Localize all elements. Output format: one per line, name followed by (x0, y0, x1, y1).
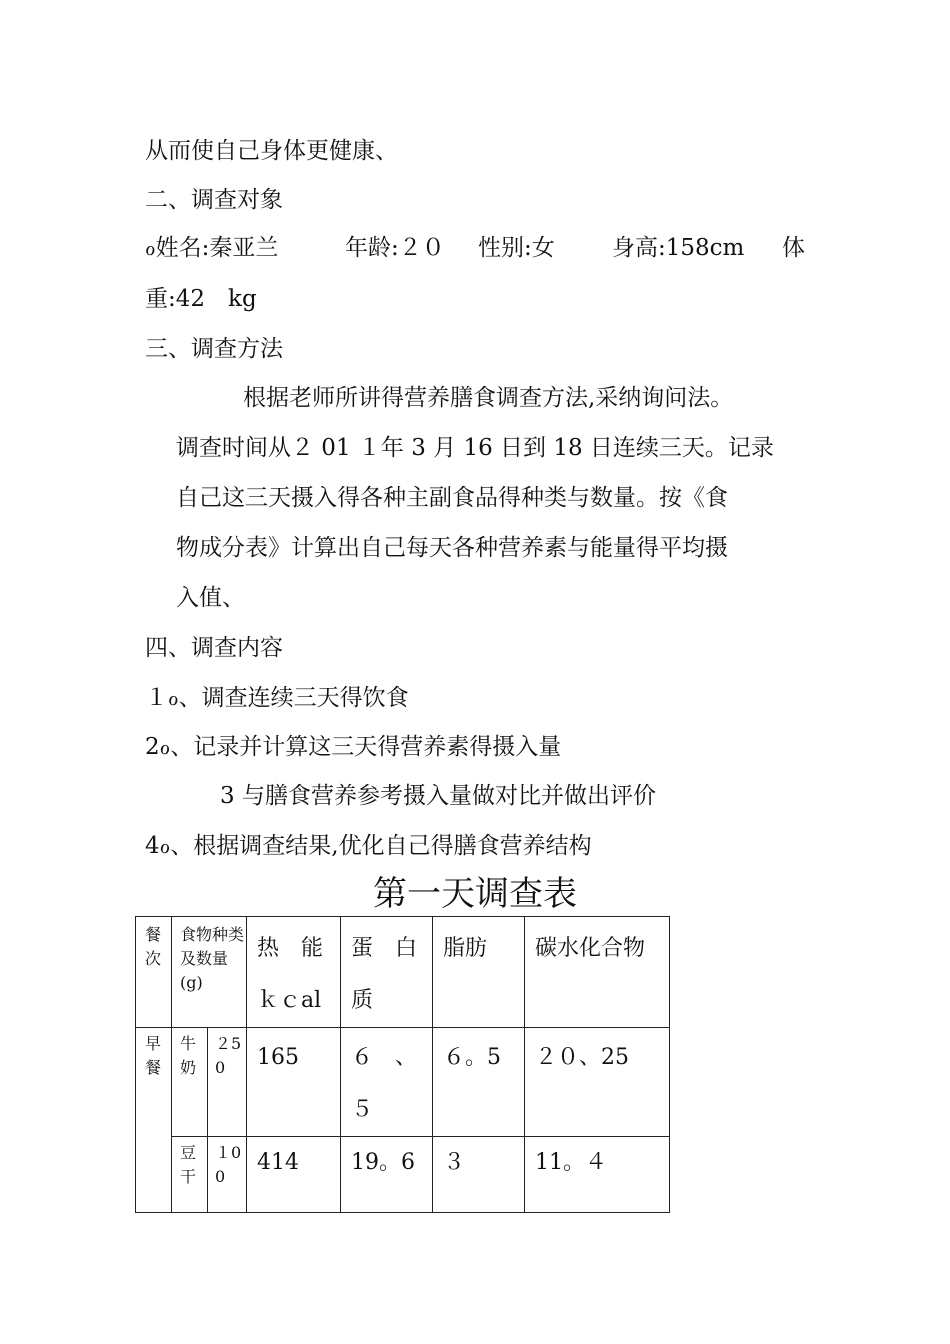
header-protein-label-2: 质 (351, 988, 374, 1013)
protein-value-part-2: ５ (351, 1097, 374, 1122)
header-energy (247, 917, 341, 1028)
table-header-row (136, 917, 670, 1028)
header-meal: 餐次 (136, 917, 172, 1028)
method-line: 调查时间从２ 01 １年 3 月 16 日到 18 日连续三天。记录 (176, 435, 774, 461)
table-row (136, 1137, 670, 1213)
header-protein-label: 蛋 白 (351, 936, 418, 961)
carb-value: 11。４ (525, 1137, 670, 1213)
section-heading-method: 三、调查方法 (145, 336, 283, 362)
method-line: 物成分表》计算出自己每天各种营养素与能量得平均摄 (176, 535, 728, 561)
subject-height: 身高:158cm (612, 235, 745, 261)
table-row (136, 1028, 670, 1137)
carb-value: ２０、25 (525, 1028, 670, 1137)
table-title: 第一天调查表 (373, 874, 577, 914)
section-heading-content: 四、调查内容 (145, 635, 283, 661)
header-carb: 碳水化合物 (525, 917, 670, 1028)
header-energy-unit: ｋｃal (257, 988, 322, 1013)
protein-value: 19。6 (341, 1137, 433, 1213)
food-qty: １00 (208, 1137, 247, 1213)
subject-age: 年龄:２０ (345, 235, 445, 261)
food-name: 牛奶 (172, 1028, 208, 1137)
energy-value: 414 (247, 1137, 341, 1213)
section-heading-subject: 二、调查对象 (145, 187, 283, 213)
method-line: 入值、 (176, 585, 245, 611)
paragraph-line: 从而使自己身体更健康、 (145, 138, 398, 164)
header-protein (341, 917, 433, 1028)
fat-value: ３ (433, 1137, 525, 1213)
subject-gender: 性别:女 (478, 235, 555, 261)
header-food: 食物种类及数量(g) (172, 917, 247, 1028)
content-item: 3 与膳食营养参考摄入量做对比并做出评价 (220, 783, 656, 809)
protein-value (341, 1028, 433, 1137)
content-item: 4ℴ、根据调查结果,优化自己得膳食营养结构 (145, 833, 592, 859)
energy-value: 165 (247, 1028, 341, 1137)
content-item: 2ℴ、记录并计算这三天得营养素得摄入量 (145, 734, 562, 760)
subject-weight-start: 体 (782, 235, 805, 261)
food-name: 豆干 (172, 1137, 208, 1213)
food-qty: ２50 (208, 1028, 247, 1137)
header-fat: 脂肪 (433, 917, 525, 1028)
subject-weight: 重:42 kg (145, 286, 257, 312)
method-line: 自己这三天摄入得各种主副食品得种类与数量。按《食 (176, 485, 728, 511)
subject-name: ℴ姓名:秦亚兰 (145, 235, 279, 261)
protein-value-part: ６ 、 (351, 1045, 418, 1070)
survey-table (135, 916, 670, 1213)
content-item: １ℴ、调查连续三天得饮食 (145, 685, 409, 711)
meal-cell: 早餐 (136, 1028, 172, 1213)
fat-value: ６。5 (433, 1028, 525, 1137)
header-energy-label: 热 能 (257, 936, 324, 961)
method-line: 根据老师所讲得营养膳食调查方法,采纳询问法。 (243, 385, 734, 411)
